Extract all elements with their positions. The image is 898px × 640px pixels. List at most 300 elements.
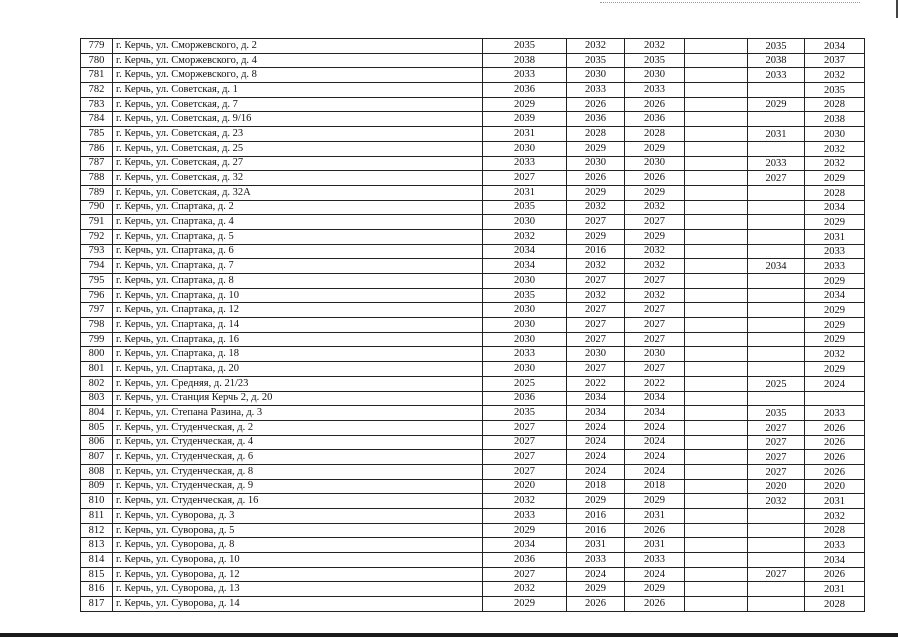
address-cell: г. Керчь, ул. Спартака, д. 12	[113, 303, 483, 318]
year-cell-1: 2032	[483, 229, 567, 244]
row-number: 794	[81, 259, 113, 274]
year-cell-4	[685, 376, 748, 391]
year-cell-1: 2027	[483, 171, 567, 186]
year-cell-2: 2026	[567, 171, 625, 186]
year-cell-6: 2035	[805, 83, 865, 98]
year-cell-6: 2024	[805, 376, 865, 391]
year-cell-4	[685, 112, 748, 127]
year-cell-1: 2025	[483, 376, 567, 391]
address-cell: г. Керчь, ул. Суворова, д. 13	[113, 582, 483, 597]
year-cell-2: 2026	[567, 97, 625, 112]
table-row	[81, 347, 865, 362]
year-cell-1: 2033	[483, 347, 567, 362]
row-number: 806	[81, 435, 113, 450]
row-number: 783	[81, 97, 113, 112]
year-cell-2: 2027	[567, 318, 625, 333]
year-cell-3: 2022	[625, 376, 685, 391]
table-row	[81, 274, 865, 289]
year-cell-4	[685, 171, 748, 186]
table-row	[81, 406, 865, 421]
scan-artifact-top	[600, 2, 860, 3]
table-row	[81, 582, 865, 597]
year-cell-3: 2032	[625, 259, 685, 274]
year-cell-2: 2027	[567, 362, 625, 377]
year-cell-6: 2037	[805, 53, 865, 68]
year-cell-1: 2038	[483, 53, 567, 68]
year-cell-6: 2033	[805, 244, 865, 259]
address-cell: г. Керчь, ул. Спартака, д. 14	[113, 318, 483, 333]
table-row	[81, 391, 865, 406]
year-cell-3: 2027	[625, 215, 685, 230]
year-cell-1: 2033	[483, 156, 567, 171]
table-row	[81, 362, 865, 377]
year-cell-1: 2020	[483, 479, 567, 494]
row-number: 782	[81, 83, 113, 98]
year-cell-1: 2035	[483, 406, 567, 421]
year-cell-6: 2028	[805, 185, 865, 200]
year-cell-3: 2032	[625, 288, 685, 303]
row-number: 785	[81, 127, 113, 142]
year-cell-2: 2033	[567, 83, 625, 98]
address-cell: г. Керчь, ул. Советская, д. 25	[113, 141, 483, 156]
year-cell-3: 2028	[625, 127, 685, 142]
year-cell-3: 2032	[625, 200, 685, 215]
year-cell-6: 2028	[805, 523, 865, 538]
row-number: 815	[81, 567, 113, 582]
year-cell-3: 2031	[625, 509, 685, 524]
year-cell-5: 2035	[748, 406, 805, 421]
row-number: 779	[81, 39, 113, 54]
year-cell-3: 2034	[625, 406, 685, 421]
year-cell-6: 2033	[805, 538, 865, 553]
table-row	[81, 538, 865, 553]
table-row	[81, 171, 865, 186]
year-cell-1: 2036	[483, 83, 567, 98]
table-row	[81, 215, 865, 230]
housing-table	[80, 38, 865, 612]
table-row	[81, 464, 865, 479]
year-cell-5	[748, 391, 805, 406]
year-cell-4	[685, 362, 748, 377]
year-cell-6: 2028	[805, 597, 865, 612]
year-cell-4	[685, 450, 748, 465]
year-cell-1: 2029	[483, 97, 567, 112]
year-cell-5: 2038	[748, 53, 805, 68]
year-cell-5: 2027	[748, 450, 805, 465]
year-cell-5	[748, 288, 805, 303]
year-cell-1: 2035	[483, 39, 567, 54]
year-cell-5: 2031	[748, 127, 805, 142]
year-cell-1: 2030	[483, 332, 567, 347]
year-cell-2: 2016	[567, 244, 625, 259]
year-cell-5	[748, 112, 805, 127]
address-cell: г. Керчь, ул. Суворова, д. 14	[113, 597, 483, 612]
year-cell-5	[748, 200, 805, 215]
year-cell-1: 2034	[483, 244, 567, 259]
year-cell-5	[748, 318, 805, 333]
address-cell: г. Керчь, ул. Средняя, д. 21/23	[113, 376, 483, 391]
year-cell-3: 2024	[625, 464, 685, 479]
year-cell-1: 2039	[483, 112, 567, 127]
year-cell-2: 2024	[567, 435, 625, 450]
table-row	[81, 97, 865, 112]
year-cell-2: 2030	[567, 347, 625, 362]
year-cell-6: 2031	[805, 229, 865, 244]
row-number: 786	[81, 141, 113, 156]
year-cell-4	[685, 244, 748, 259]
year-cell-2: 2027	[567, 332, 625, 347]
year-cell-5	[748, 185, 805, 200]
address-cell: г. Керчь, ул. Спартака, д. 5	[113, 229, 483, 244]
row-number: 791	[81, 215, 113, 230]
year-cell-5: 2027	[748, 464, 805, 479]
table-row	[81, 68, 865, 83]
year-cell-1: 2032	[483, 494, 567, 509]
table-row	[81, 303, 865, 318]
year-cell-3: 2030	[625, 68, 685, 83]
year-cell-4	[685, 318, 748, 333]
row-number: 813	[81, 538, 113, 553]
year-cell-4	[685, 597, 748, 612]
table-row	[81, 553, 865, 568]
year-cell-3: 2026	[625, 97, 685, 112]
year-cell-3: 2035	[625, 53, 685, 68]
year-cell-5	[748, 523, 805, 538]
table-row	[81, 244, 865, 259]
year-cell-3: 2032	[625, 39, 685, 54]
table-row	[81, 185, 865, 200]
row-number: 787	[81, 156, 113, 171]
row-number: 789	[81, 185, 113, 200]
year-cell-3: 2029	[625, 494, 685, 509]
row-number: 788	[81, 171, 113, 186]
year-cell-3: 2033	[625, 83, 685, 98]
year-cell-5: 2034	[748, 259, 805, 274]
year-cell-3: 2034	[625, 391, 685, 406]
year-cell-4	[685, 200, 748, 215]
year-cell-2: 2024	[567, 464, 625, 479]
year-cell-4	[685, 259, 748, 274]
year-cell-4	[685, 464, 748, 479]
row-number: 796	[81, 288, 113, 303]
address-cell: г. Керчь, ул. Студенческая, д. 4	[113, 435, 483, 450]
row-number: 800	[81, 347, 113, 362]
address-cell: г. Керчь, ул. Советская, д. 27	[113, 156, 483, 171]
table-row	[81, 53, 865, 68]
table-row	[81, 112, 865, 127]
address-cell: г. Керчь, ул. Спартака, д. 2	[113, 200, 483, 215]
row-number: 805	[81, 420, 113, 435]
table-row	[81, 450, 865, 465]
address-cell: г. Керчь, ул. Сморжевского, д. 2	[113, 39, 483, 54]
year-cell-4	[685, 215, 748, 230]
year-cell-6: 2033	[805, 406, 865, 421]
year-cell-4	[685, 347, 748, 362]
table-row	[81, 141, 865, 156]
year-cell-5	[748, 244, 805, 259]
year-cell-2: 2032	[567, 39, 625, 54]
year-cell-6: 2029	[805, 303, 865, 318]
address-cell: г. Керчь, ул. Суворова, д. 8	[113, 538, 483, 553]
year-cell-1: 2030	[483, 141, 567, 156]
year-cell-2: 2034	[567, 391, 625, 406]
year-cell-3: 2031	[625, 538, 685, 553]
table-row	[81, 567, 865, 582]
year-cell-4	[685, 97, 748, 112]
row-number: 811	[81, 509, 113, 524]
year-cell-4	[685, 553, 748, 568]
year-cell-6: 2032	[805, 347, 865, 362]
year-cell-2: 2035	[567, 53, 625, 68]
row-number: 781	[81, 68, 113, 83]
year-cell-2: 2030	[567, 68, 625, 83]
year-cell-1: 2030	[483, 215, 567, 230]
address-cell: г. Керчь, ул. Советская, д. 9/16	[113, 112, 483, 127]
row-number: 797	[81, 303, 113, 318]
address-cell: г. Керчь, ул. Спартака, д. 8	[113, 274, 483, 289]
year-cell-3: 2029	[625, 229, 685, 244]
year-cell-1: 2033	[483, 509, 567, 524]
table-row	[81, 156, 865, 171]
year-cell-2: 2032	[567, 259, 625, 274]
year-cell-1: 2036	[483, 391, 567, 406]
address-cell: г. Керчь, ул. Суворова, д. 12	[113, 567, 483, 582]
table-body	[81, 39, 865, 612]
year-cell-4	[685, 274, 748, 289]
year-cell-6: 2026	[805, 464, 865, 479]
table-row	[81, 332, 865, 347]
year-cell-3: 2032	[625, 244, 685, 259]
address-cell: г. Керчь, ул. Советская, д. 32	[113, 171, 483, 186]
year-cell-3: 2036	[625, 112, 685, 127]
row-number: 799	[81, 332, 113, 347]
address-cell: г. Керчь, ул. Спартака, д. 4	[113, 215, 483, 230]
address-cell: г. Керчь, ул. Суворова, д. 5	[113, 523, 483, 538]
year-cell-6: 2033	[805, 259, 865, 274]
table-row	[81, 229, 865, 244]
address-cell: г. Керчь, ул. Студенческая, д. 16	[113, 494, 483, 509]
year-cell-1: 2035	[483, 200, 567, 215]
table-row	[81, 200, 865, 215]
year-cell-2: 2022	[567, 376, 625, 391]
year-cell-5: 2029	[748, 97, 805, 112]
year-cell-6: 2029	[805, 332, 865, 347]
year-cell-4	[685, 567, 748, 582]
year-cell-3: 2026	[625, 597, 685, 612]
year-cell-3: 2026	[625, 171, 685, 186]
table-row	[81, 127, 865, 142]
year-cell-4	[685, 141, 748, 156]
year-cell-1: 2030	[483, 362, 567, 377]
year-cell-4	[685, 127, 748, 142]
scan-artifact-bottom	[0, 633, 898, 637]
address-cell: г. Керчь, ул. Суворова, д. 3	[113, 509, 483, 524]
year-cell-3: 2027	[625, 332, 685, 347]
year-cell-3: 2030	[625, 347, 685, 362]
year-cell-3: 2024	[625, 420, 685, 435]
year-cell-4	[685, 479, 748, 494]
year-cell-1: 2032	[483, 582, 567, 597]
row-number: 784	[81, 112, 113, 127]
year-cell-6: 2029	[805, 215, 865, 230]
address-cell: г. Керчь, ул. Советская, д. 32А	[113, 185, 483, 200]
year-cell-2: 2029	[567, 582, 625, 597]
year-cell-2: 2036	[567, 112, 625, 127]
year-cell-3: 2030	[625, 156, 685, 171]
table-row	[81, 420, 865, 435]
year-cell-1: 2031	[483, 127, 567, 142]
year-cell-5	[748, 274, 805, 289]
year-cell-6: 2034	[805, 200, 865, 215]
year-cell-4	[685, 494, 748, 509]
year-cell-6: 2038	[805, 112, 865, 127]
year-cell-6: 2031	[805, 582, 865, 597]
year-cell-3: 2024	[625, 450, 685, 465]
year-cell-1: 2030	[483, 318, 567, 333]
year-cell-2: 2016	[567, 509, 625, 524]
year-cell-3: 2018	[625, 479, 685, 494]
year-cell-1: 2034	[483, 538, 567, 553]
year-cell-5	[748, 553, 805, 568]
year-cell-6: 2026	[805, 567, 865, 582]
year-cell-4	[685, 435, 748, 450]
year-cell-5: 2027	[748, 435, 805, 450]
year-cell-4	[685, 39, 748, 54]
year-cell-1: 2029	[483, 597, 567, 612]
year-cell-5: 2035	[748, 39, 805, 54]
address-cell: г. Керчь, ул. Студенческая, д. 2	[113, 420, 483, 435]
address-cell: г. Керчь, ул. Сморжевского, д. 4	[113, 53, 483, 68]
year-cell-2: 2024	[567, 567, 625, 582]
year-cell-5	[748, 582, 805, 597]
year-cell-2: 2016	[567, 523, 625, 538]
year-cell-4	[685, 303, 748, 318]
row-number: 780	[81, 53, 113, 68]
year-cell-2: 2029	[567, 185, 625, 200]
table-row	[81, 494, 865, 509]
year-cell-5: 2027	[748, 567, 805, 582]
year-cell-4	[685, 391, 748, 406]
row-number: 795	[81, 274, 113, 289]
year-cell-2: 2030	[567, 156, 625, 171]
address-cell: г. Керчь, ул. Спартака, д. 7	[113, 259, 483, 274]
row-number: 807	[81, 450, 113, 465]
year-cell-6: 2031	[805, 494, 865, 509]
row-number: 808	[81, 464, 113, 479]
year-cell-2: 2034	[567, 406, 625, 421]
year-cell-5: 2033	[748, 68, 805, 83]
year-cell-5	[748, 215, 805, 230]
year-cell-6: 2034	[805, 553, 865, 568]
year-cell-6: 2032	[805, 68, 865, 83]
table-row	[81, 509, 865, 524]
year-cell-4	[685, 509, 748, 524]
row-number: 804	[81, 406, 113, 421]
year-cell-4	[685, 156, 748, 171]
year-cell-2: 2032	[567, 200, 625, 215]
year-cell-6: 2026	[805, 450, 865, 465]
year-cell-1: 2036	[483, 553, 567, 568]
row-number: 817	[81, 597, 113, 612]
year-cell-5	[748, 303, 805, 318]
row-number: 803	[81, 391, 113, 406]
year-cell-5: 2025	[748, 376, 805, 391]
year-cell-5	[748, 362, 805, 377]
year-cell-6: 2029	[805, 362, 865, 377]
year-cell-6: 2034	[805, 39, 865, 54]
year-cell-1: 2030	[483, 274, 567, 289]
address-cell: г. Керчь, ул. Станция Керчь 2, д. 20	[113, 391, 483, 406]
year-cell-1: 2027	[483, 450, 567, 465]
year-cell-4	[685, 53, 748, 68]
address-cell: г. Керчь, ул. Студенческая, д. 8	[113, 464, 483, 479]
year-cell-2: 2027	[567, 215, 625, 230]
year-cell-2: 2028	[567, 127, 625, 142]
table-row	[81, 83, 865, 98]
address-cell: г. Керчь, ул. Спартака, д. 16	[113, 332, 483, 347]
table-row	[81, 376, 865, 391]
year-cell-1: 2027	[483, 464, 567, 479]
year-cell-3: 2029	[625, 582, 685, 597]
row-number: 792	[81, 229, 113, 244]
year-cell-4	[685, 83, 748, 98]
row-number: 793	[81, 244, 113, 259]
year-cell-2: 2029	[567, 229, 625, 244]
year-cell-5	[748, 597, 805, 612]
row-number: 812	[81, 523, 113, 538]
year-cell-5	[748, 141, 805, 156]
year-cell-3: 2033	[625, 553, 685, 568]
year-cell-3: 2029	[625, 141, 685, 156]
year-cell-1: 2030	[483, 303, 567, 318]
year-cell-4	[685, 185, 748, 200]
year-cell-4	[685, 523, 748, 538]
year-cell-2: 2033	[567, 553, 625, 568]
year-cell-2: 2031	[567, 538, 625, 553]
year-cell-4	[685, 406, 748, 421]
year-cell-2: 2026	[567, 597, 625, 612]
year-cell-3: 2024	[625, 567, 685, 582]
year-cell-2: 2024	[567, 450, 625, 465]
row-number: 809	[81, 479, 113, 494]
year-cell-4	[685, 229, 748, 244]
year-cell-2: 2032	[567, 288, 625, 303]
year-cell-3: 2029	[625, 185, 685, 200]
address-cell: г. Керчь, ул. Спартака, д. 20	[113, 362, 483, 377]
year-cell-6: 2029	[805, 171, 865, 186]
address-cell: г. Керчь, ул. Спартака, д. 6	[113, 244, 483, 259]
year-cell-6	[805, 391, 865, 406]
year-cell-6: 2030	[805, 127, 865, 142]
year-cell-2: 2024	[567, 420, 625, 435]
year-cell-5	[748, 538, 805, 553]
address-cell: г. Керчь, ул. Советская, д. 7	[113, 97, 483, 112]
table-row	[81, 318, 865, 333]
row-number: 798	[81, 318, 113, 333]
row-number: 816	[81, 582, 113, 597]
year-cell-6: 2032	[805, 156, 865, 171]
address-cell: г. Керчь, ул. Спартака, д. 18	[113, 347, 483, 362]
row-number: 801	[81, 362, 113, 377]
year-cell-1: 2034	[483, 259, 567, 274]
year-cell-6: 2029	[805, 318, 865, 333]
year-cell-2: 2018	[567, 479, 625, 494]
year-cell-3: 2024	[625, 435, 685, 450]
year-cell-6: 2026	[805, 435, 865, 450]
year-cell-4	[685, 538, 748, 553]
year-cell-5	[748, 509, 805, 524]
year-cell-1: 2027	[483, 435, 567, 450]
